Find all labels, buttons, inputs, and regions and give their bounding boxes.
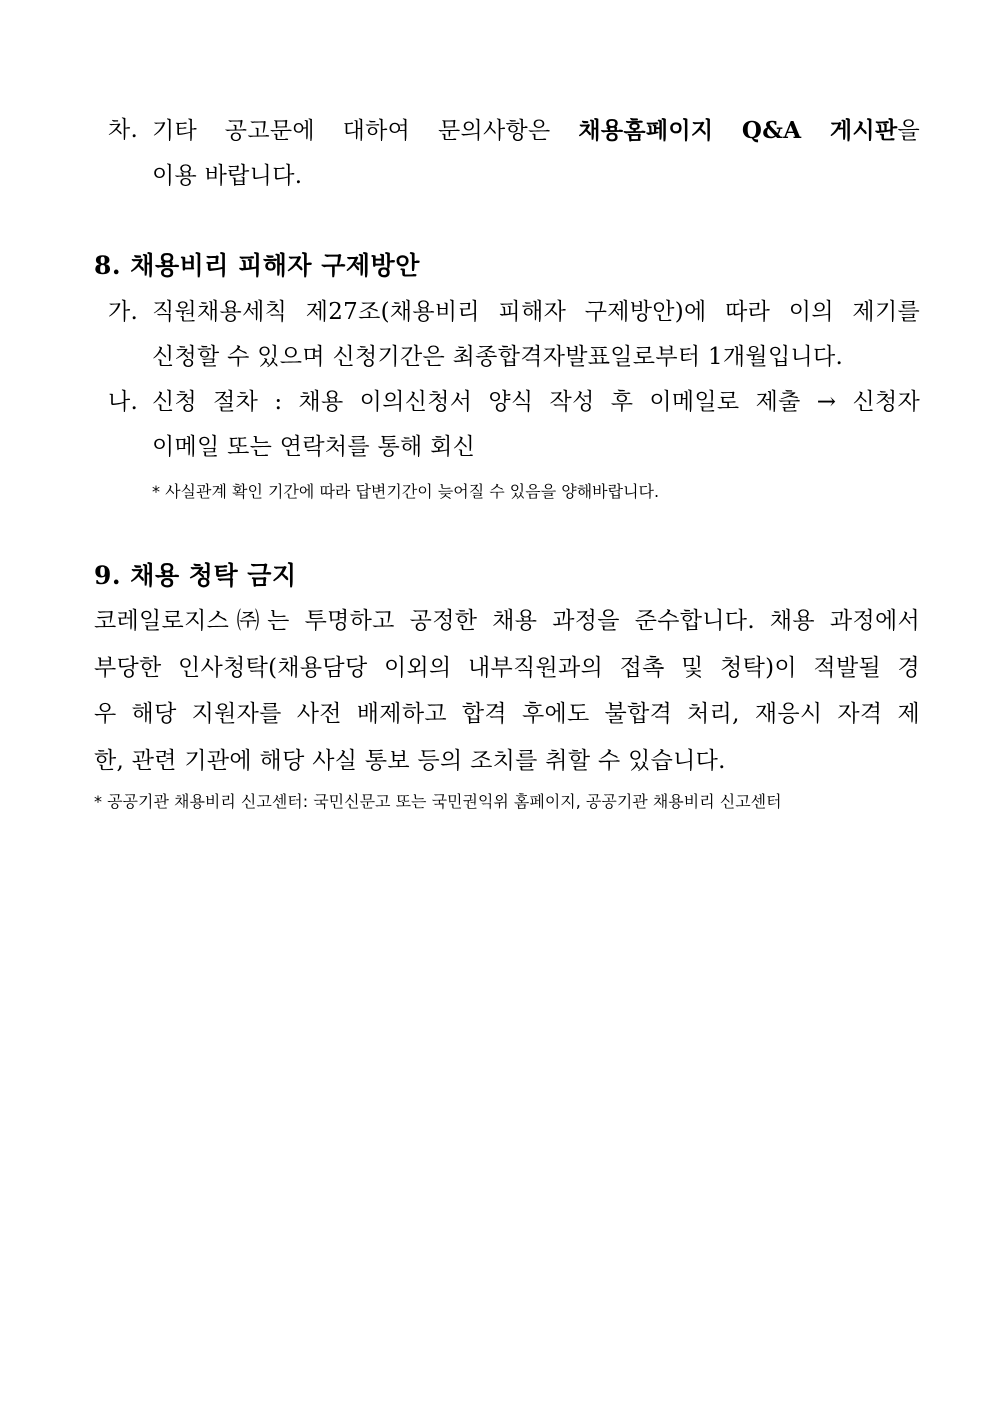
paragraph-line: 한, 관련 기관에 해당 사실 통보 등의 조치를 취할 수 있습니다.: [94, 747, 726, 774]
list-marker: 나.: [108, 389, 139, 415]
list-item-body: [152, 290, 920, 380]
section8-footnote: * 사실관계 확인 기간에 따라 답변기간이 늦어질 수 있음을 양해바랍니다.: [152, 482, 660, 501]
list-item-line: 신청 절차 : 채용 이의신청서 양식 작성 후 이메일로 제출 → 신청자: [152, 389, 920, 415]
list-marker: 차.: [108, 117, 139, 143]
list-marker: 가.: [108, 299, 139, 325]
list-item-line: 이메일 또는 연락처를 통해 회신: [152, 434, 476, 460]
list-item-ga: [108, 290, 920, 380]
list-item-line: 신청할 수 있으며 신청기간은 최종합격자발표일로부터 1개월입니다.: [152, 344, 844, 370]
list-item-line: 이용 바랍니다.: [152, 163, 303, 189]
section-heading-8: 8. 채용비리 피해자 구제방안: [94, 251, 420, 280]
list-item-body: [152, 108, 920, 199]
section-heading-9: 9. 채용 청탁 금지: [94, 561, 297, 590]
list-item-line: 직원채용세칙 제27조(채용비리 피해자 구제방안)에 따라 이의 제기를: [152, 299, 920, 325]
list-item-body: [152, 380, 920, 470]
list-item-cha: [108, 108, 920, 199]
list-item-na: [108, 380, 920, 470]
paragraph-line: 코레일로지스㈜는 투명하고 공정한 채용 과정을 준수합니다. 채용 과정에서: [94, 608, 920, 634]
paragraph-line: 부당한 인사청탁(채용담당 이외의 내부직원과의 접촉 및 청탁)이 적발될 경: [94, 654, 920, 681]
section9-footnote: * 공공기관 채용비리 신고센터: 국민신문고 또는 국민권익위 홈페이지, 공공기관 채용비리 신고센터: [94, 792, 782, 811]
text-run: 기타 공고문에 대하여 문의사항은: [152, 118, 579, 144]
list-item-line: [152, 108, 920, 154]
section9-paragraph: [94, 598, 920, 784]
paragraph-line: 우 해당 지원자를 사전 배제하고 합격 후에도 불합격 처리, 재응시 자격 제: [94, 701, 920, 727]
qna-board-emphasis: 채용홈페이지 Q&A 게시판: [578, 117, 898, 144]
text-run: 을: [897, 118, 920, 144]
